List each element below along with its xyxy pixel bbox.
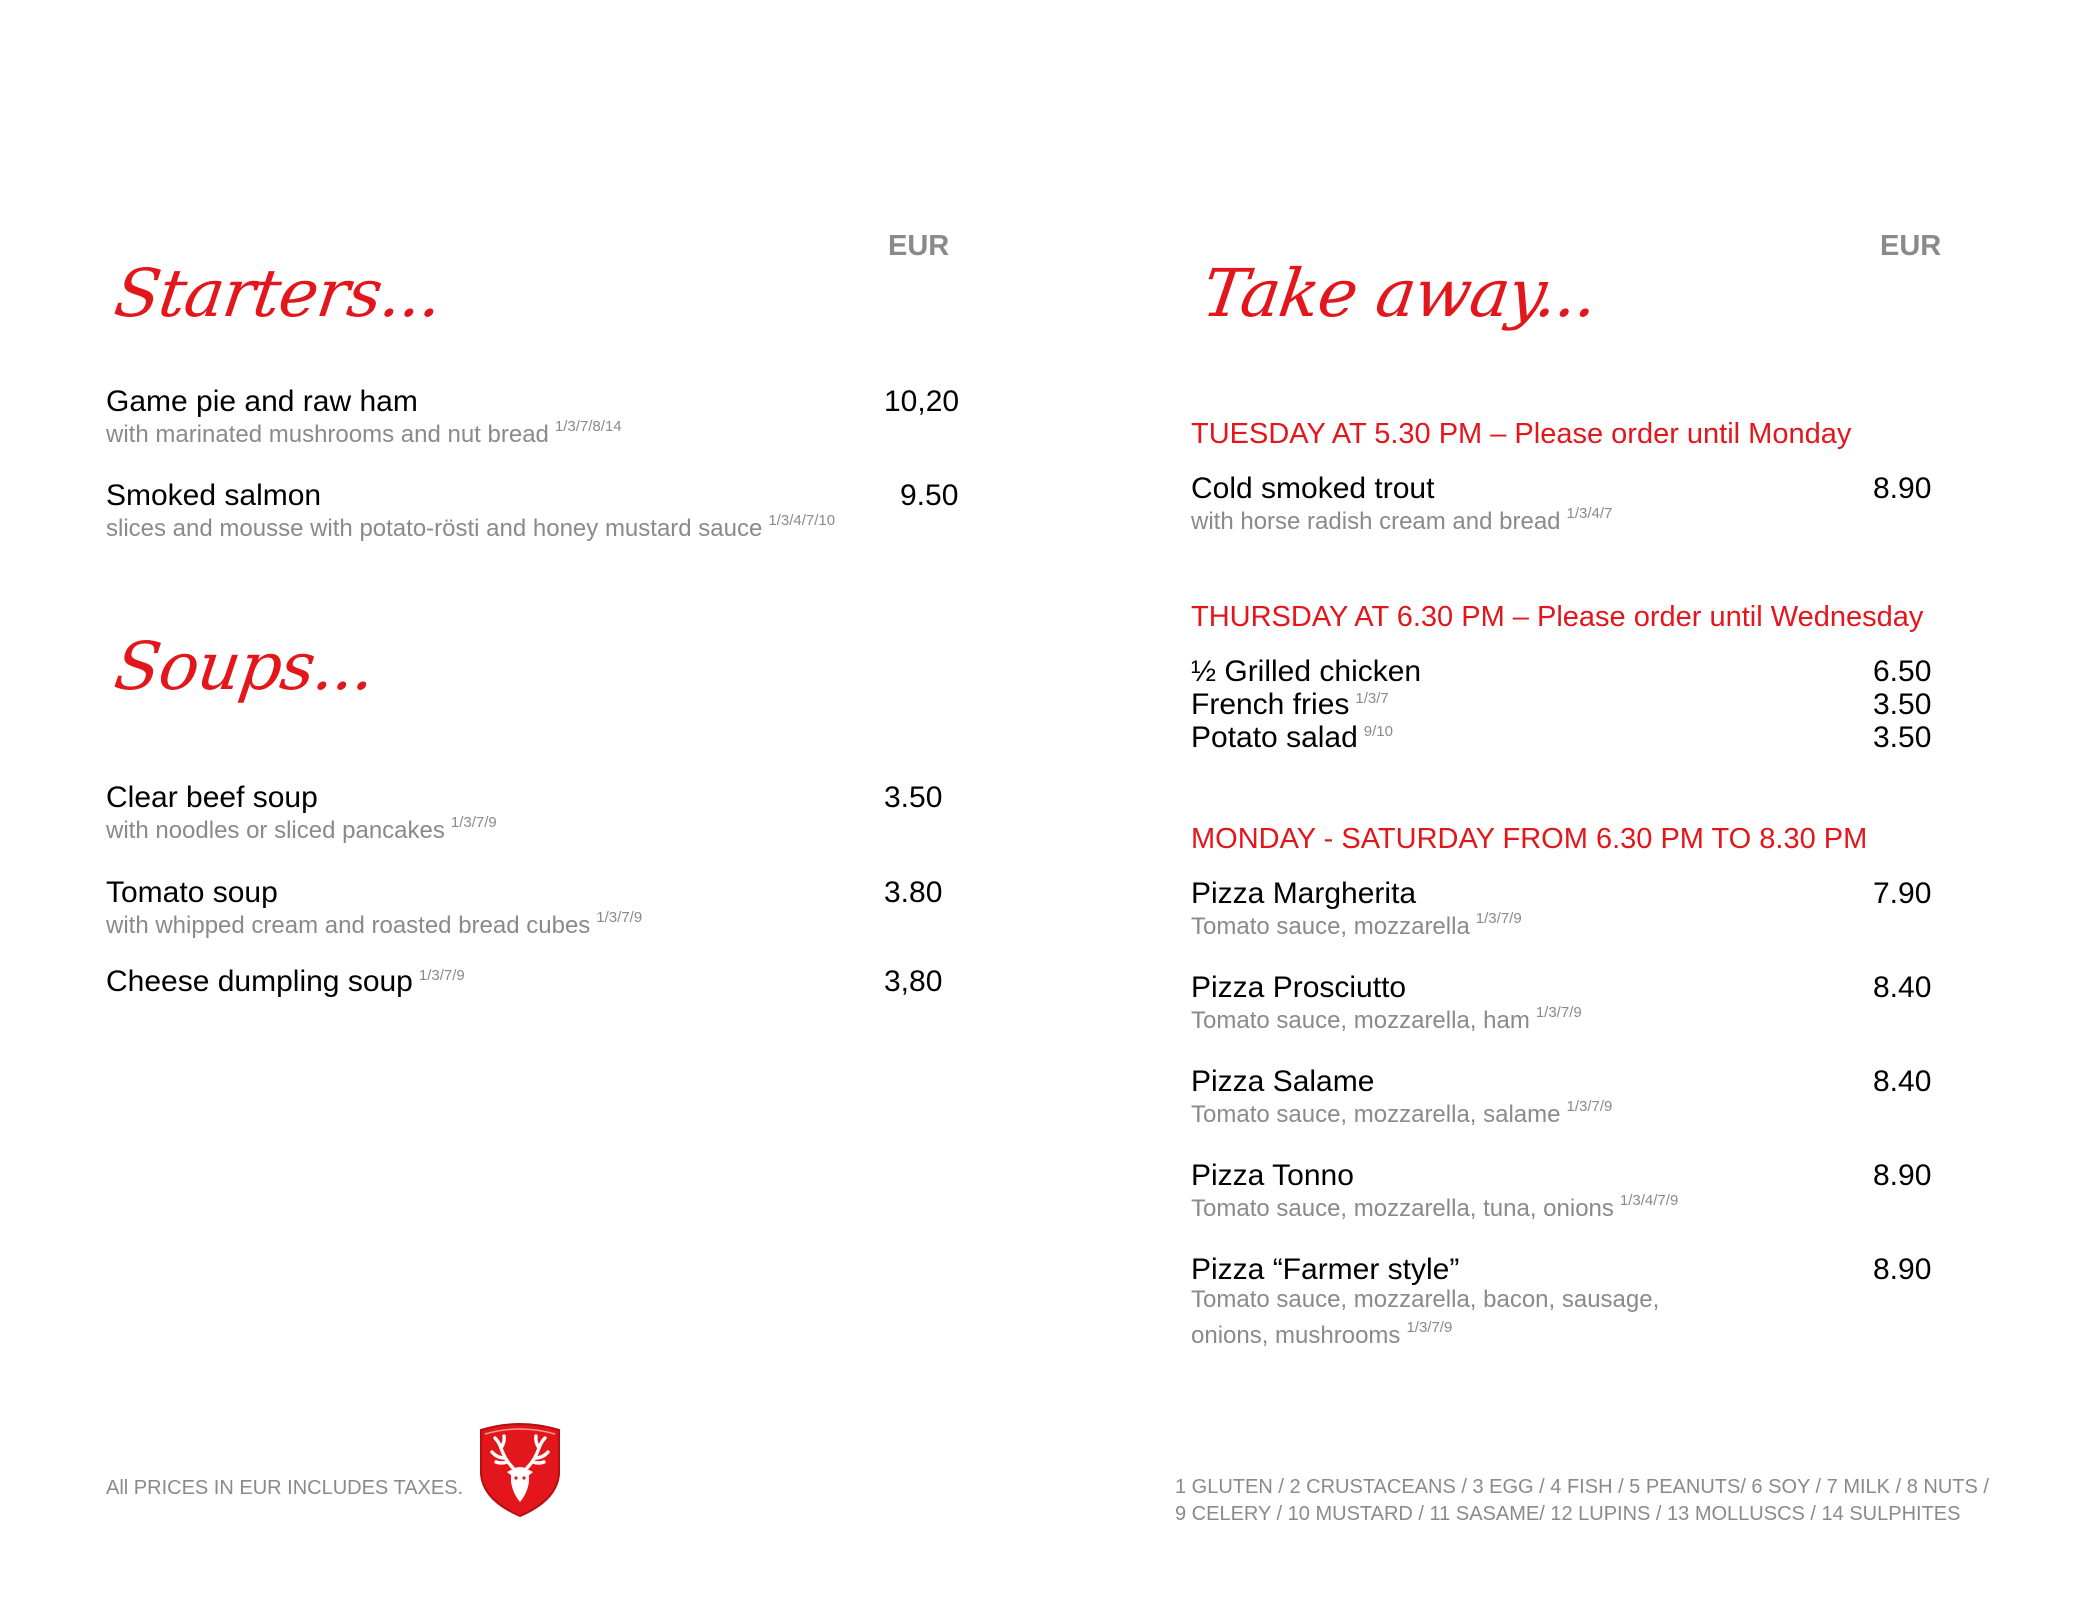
menu-item-price: 6.50 bbox=[1873, 655, 1932, 688]
menu-item-price: 8.90 bbox=[1873, 1253, 1932, 1286]
allergen-codes: 1/3/7/9 bbox=[1475, 910, 1522, 927]
menu-item-name: Game pie and raw ham bbox=[106, 385, 418, 418]
allergen-codes: 1/3/4/7/9 bbox=[1619, 1192, 1679, 1209]
allergen-codes: 9/10 bbox=[1363, 723, 1393, 740]
menu-item-price: 3.80 bbox=[884, 876, 943, 909]
menu-item-price: 3.50 bbox=[884, 781, 943, 814]
menu-item-price: 3,80 bbox=[884, 965, 943, 998]
stag-head-shield-icon bbox=[477, 1422, 563, 1518]
menu-item-desc: with noodles or sliced pancakes $^{1/3/7/9}$ bbox=[106, 814, 497, 844]
currency-header-left: EUR bbox=[888, 230, 950, 262]
menu-item-price: 8.40 bbox=[1873, 1065, 1932, 1098]
monday-saturday-notice: MONDAY - SATURDAY FROM 6.30 PM TO 8.30 PM bbox=[1191, 823, 1868, 855]
menu-item-desc: Tomato sauce, mozzarella, bacon, sausage, onions, mushrooms $^{1/3/7/9}$ bbox=[1191, 1286, 1660, 1349]
menu-item-name: Pizza “Farmer style” bbox=[1191, 1253, 1460, 1286]
menu-item-name: French fries $^{1/3/7}$ bbox=[1191, 688, 1389, 721]
menu-item-desc: Tomato sauce, mozzarella, salame $^{1/3/7/9}$ bbox=[1191, 1098, 1613, 1128]
menu-item-price: 3.50 bbox=[1873, 688, 1932, 721]
soups-title: Soups... bbox=[110, 628, 380, 705]
menu-item-name: Smoked salmon bbox=[106, 479, 322, 512]
allergen-codes: 1/3/7/8/14 bbox=[554, 418, 622, 435]
menu-item-name: Tomato soup bbox=[106, 876, 278, 909]
menu-item-name: Potato salad $^{9/10}$ bbox=[1191, 721, 1393, 754]
menu-item-price: 8.90 bbox=[1873, 1159, 1932, 1192]
allergen-codes: 1/3/4/7 bbox=[1566, 505, 1613, 522]
menu-item-desc: Tomato sauce, mozzarella $^{1/3/7/9}$ bbox=[1191, 910, 1522, 940]
menu-item-price: 8.40 bbox=[1873, 971, 1932, 1004]
menu-item-desc: Tomato sauce, mozzarella, ham $^{1/3/7/9}$ bbox=[1191, 1004, 1582, 1034]
allergen-codes: 1/3/7/9 bbox=[596, 909, 643, 926]
menu-item-desc: with horse radish cream and bread $^{1/3/4/7}$ bbox=[1191, 505, 1613, 535]
thursday-notice: THURSDAY AT 6.30 PM – Please order until Wednesday bbox=[1191, 601, 1924, 633]
allergen-codes: 1/3/7 bbox=[1355, 690, 1389, 707]
menu-item-desc: with marinated mushrooms and nut bread $^{1/3/7/8/14}$ bbox=[106, 418, 622, 448]
menu-item-name: Pizza Salame bbox=[1191, 1065, 1375, 1098]
allergen-codes: 1/3/7/9 bbox=[450, 814, 497, 831]
menu-item-name: Cheese dumpling soup $^{1/3/7/9}$ bbox=[106, 965, 465, 998]
menu-item-desc: with whipped cream and roasted bread cubes $^{1/3/7/9}$ bbox=[106, 909, 643, 939]
allergen-codes: 1/3/7/9 bbox=[1535, 1004, 1582, 1021]
menu-item-name: Pizza Tonno bbox=[1191, 1159, 1354, 1192]
allergen-codes: 1/3/7/9 bbox=[1406, 1319, 1453, 1336]
menu-item-name: Pizza Margherita bbox=[1191, 877, 1417, 910]
tuesday-notice: TUESDAY AT 5.30 PM – Please order until Monday bbox=[1191, 418, 1852, 450]
menu-item-price: 3.50 bbox=[1873, 721, 1932, 754]
allergen-legend: 1 GLUTEN / 2 CRUSTACEANS / 3 EGG / 4 FISH / 5 PEANUTS/ 6 SOY / 7 MILK / 8 NUTS / 9 CELERY / 10 MUSTARD / 11 SASAME/ 12 LUPINS / 13 MOLLUSCS / 14 SULPHITES bbox=[1175, 1476, 1989, 1525]
menu-item-name: ½ Grilled chicken bbox=[1191, 655, 1422, 688]
allergen-codes: 1/3/7/9 bbox=[1566, 1098, 1613, 1115]
starters-title: Starters... bbox=[110, 255, 447, 332]
menu-item-price: 9.50 bbox=[900, 479, 959, 512]
menu-item-desc: slices and mousse with potato-rösti and honey mustard sauce $^{1/3/4/7/10}$ bbox=[106, 512, 836, 542]
menu-item-name: Cold smoked trout bbox=[1191, 472, 1435, 505]
currency-header-right: EUR bbox=[1880, 230, 1942, 262]
menu-item-price: 7.90 bbox=[1873, 877, 1932, 910]
allergen-codes: 1/3/7/9 bbox=[418, 967, 465, 984]
menu-item-name: Pizza Prosciutto bbox=[1191, 971, 1407, 1004]
menu-item-name: Clear beef soup bbox=[106, 781, 318, 814]
menu-item-price: 8.90 bbox=[1873, 472, 1932, 505]
allergen-codes: 1/3/4/7/10 bbox=[768, 512, 836, 529]
menu-item-desc: Tomato sauce, mozzarella, tuna, onions $^{1/3/4/7/9}$ bbox=[1191, 1192, 1679, 1222]
menu-item-price: 10,20 bbox=[884, 385, 960, 418]
take-away-title: Take away... bbox=[1198, 255, 1602, 332]
tax-notice: All PRICES IN EUR INCLUDES TAXES. bbox=[106, 1477, 464, 1499]
